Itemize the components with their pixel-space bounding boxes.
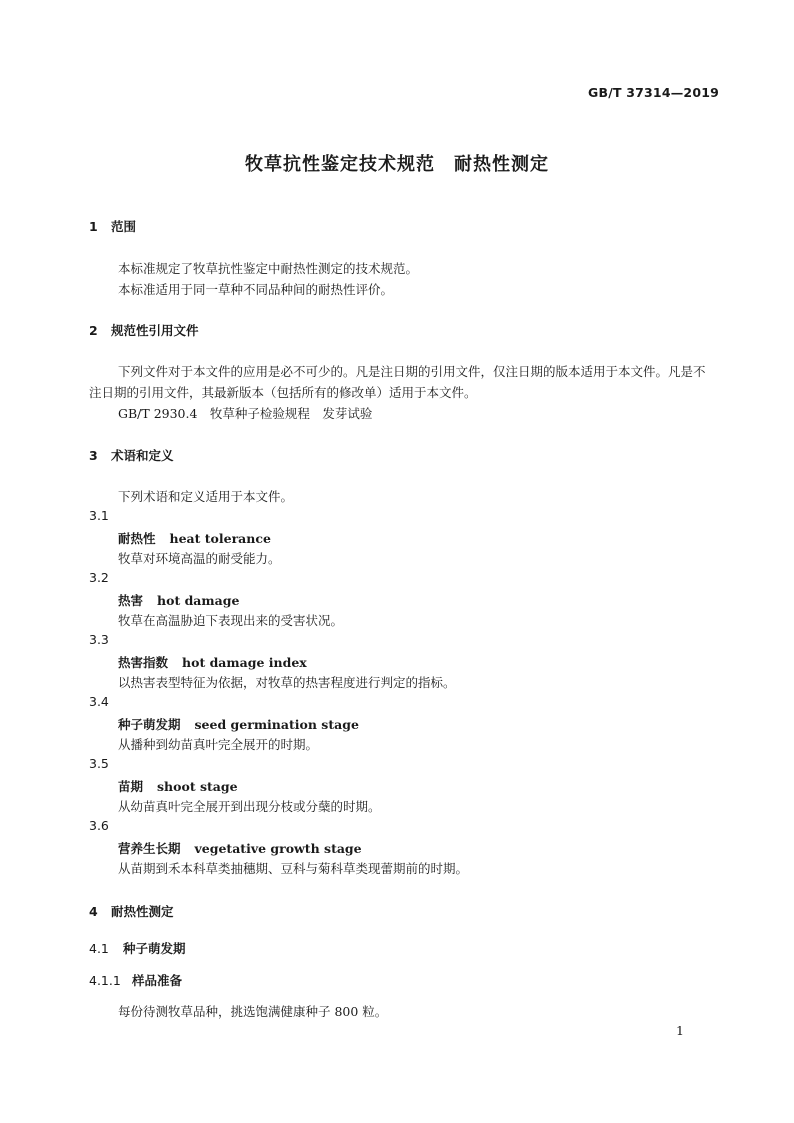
term-entry bbox=[118, 591, 239, 609]
term-zh: 种子萌发期 bbox=[118, 717, 181, 732]
term-en: hot damage index bbox=[182, 655, 307, 670]
section-3-heading bbox=[89, 446, 174, 464]
section-title: 规范性引用文件 bbox=[111, 323, 199, 338]
paragraph: 本标准适用于同一草种不同品种间的耐热性评价。 bbox=[118, 282, 394, 297]
term-zh: 苗期 bbox=[118, 779, 144, 794]
term-number: 3.4 bbox=[89, 694, 109, 709]
term-definition: 以热害表型特征为依据，对牧草的热害程度进行判定的指标。 bbox=[118, 675, 456, 690]
term-entry bbox=[118, 777, 238, 795]
section-number: 1 bbox=[89, 219, 98, 234]
term-zh: 热害 bbox=[118, 593, 144, 608]
page-number: 1 bbox=[676, 1023, 684, 1038]
section-1-heading bbox=[89, 217, 136, 235]
subsection-title: 样品准备 bbox=[132, 973, 183, 988]
section-number: 3 bbox=[89, 448, 98, 463]
term-definition: 牧草在高温胁迫下表现出来的受害状况。 bbox=[118, 613, 344, 628]
term-zh: 热害指数 bbox=[118, 655, 169, 670]
term-zh: 耐热性 bbox=[118, 531, 156, 546]
subsection-number: 4.1 bbox=[89, 941, 109, 956]
term-en: seed germination stage bbox=[194, 717, 359, 732]
term-en: shoot stage bbox=[157, 779, 238, 794]
subsection-4-1-heading bbox=[89, 939, 186, 957]
paragraph: 下列文件对于本文件的应用是必不可少的。凡是注日期的引用文件，仅注日期的版本适用于本文件。凡是不注日期的引用文件，其最新版本（包括所有的修改单）适用于本文件。 bbox=[89, 364, 706, 400]
term-entry bbox=[118, 715, 359, 733]
term-definition: 从苗期到禾本科草类抽穗期、豆科与菊科草类现蕾期前的时期。 bbox=[118, 861, 469, 876]
term-definition: 从播种到幼苗真叶完全展开的时期。 bbox=[118, 737, 319, 752]
section-2-heading bbox=[89, 321, 199, 339]
section-number: 4 bbox=[89, 904, 98, 919]
term-definition: 从幼苗真叶完全展开到出现分枝或分蘖的时期。 bbox=[118, 799, 381, 814]
subsection-number: 4.1.1 bbox=[89, 973, 121, 988]
term-entry bbox=[118, 529, 271, 547]
paragraph: 本标准规定了牧草抗性鉴定中耐热性测定的技术规范。 bbox=[118, 261, 419, 276]
subsection-title: 种子萌发期 bbox=[123, 941, 186, 956]
section-title: 范围 bbox=[111, 219, 137, 234]
section-4-heading bbox=[89, 902, 174, 920]
document-title: 牧草抗性鉴定技术规范 耐热性测定 bbox=[245, 154, 549, 175]
section-number: 2 bbox=[89, 323, 98, 338]
term-en: vegetative growth stage bbox=[194, 841, 362, 856]
term-number: 3.6 bbox=[89, 818, 109, 833]
paragraph: 每份待测牧草品种，挑选饱满健康种子 800 粒。 bbox=[118, 1004, 388, 1019]
term-entry bbox=[118, 653, 307, 671]
section-title: 术语和定义 bbox=[111, 448, 174, 463]
term-number: 3.1 bbox=[89, 508, 109, 523]
section-title: 耐热性测定 bbox=[111, 904, 174, 919]
term-number: 3.2 bbox=[89, 570, 109, 585]
paragraph: 下列术语和定义适用于本文件。 bbox=[118, 489, 294, 504]
term-en: heat tolerance bbox=[169, 531, 271, 546]
standard-number: GB/T 37314—2019 bbox=[588, 85, 720, 100]
normative-reference: GB/T 2930.4 牧草种子检验规程 发芽试验 bbox=[118, 406, 373, 421]
term-entry bbox=[118, 839, 362, 857]
term-number: 3.3 bbox=[89, 632, 109, 647]
term-definition: 牧草对环境高温的耐受能力。 bbox=[118, 551, 281, 566]
subsection-4-1-1-heading bbox=[89, 971, 182, 989]
term-number: 3.5 bbox=[89, 756, 109, 771]
term-en: hot damage bbox=[157, 593, 240, 608]
term-zh: 营养生长期 bbox=[118, 841, 181, 856]
